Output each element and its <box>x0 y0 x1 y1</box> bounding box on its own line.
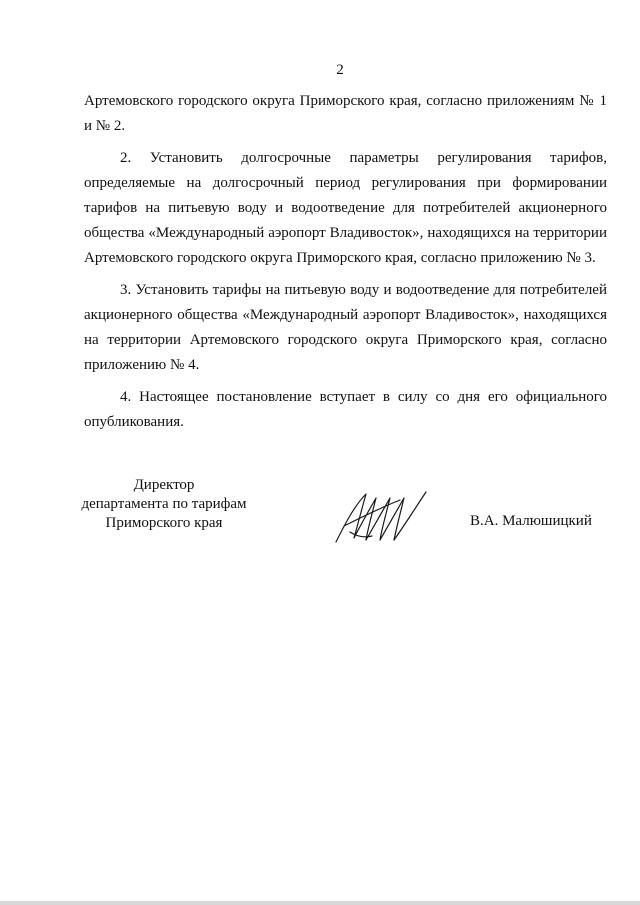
signatory-name: В.А. Малюшицкий <box>470 513 592 529</box>
paragraph-item-3: 3. Установить тарифы на питьевую воду и водоотведение для потребителей акционерного общества «Международный аэропорт Владивосток», находящихся на территории Артемовского городского округа Приморского края, согласно приложению № 4. <box>84 282 607 373</box>
document-body <box>84 89 607 435</box>
scan-bottom-edge <box>0 901 640 905</box>
signatory-title-line-1: Директор <box>133 477 195 493</box>
signatory-title <box>78 476 250 533</box>
paragraph-continuation: Артемовского городского округа Приморского края, согласно приложениям № 1 и № 2. <box>84 93 607 134</box>
signatory-title-line-2: департамента по тарифам <box>81 496 247 512</box>
paragraph-item-2: 2. Установить долгосрочные параметры регулирования тарифов, определяемые на долгосрочный период регулирования при формировании тарифов на питьевую воду и водоотведение для потребителей акционерного общества «Международный аэропорт Владивосток», находящихся на территории Артемовского городского округа Приморского края, согласно приложению № 3. <box>84 150 607 266</box>
paragraph-item-4: 4. Настоящее постановление вступает в силу со дня его официального опубликования. <box>84 389 607 430</box>
signatory-title-line-3: Приморского края <box>105 515 223 531</box>
page-number: 2 <box>336 62 344 78</box>
signature-block <box>0 476 640 546</box>
handwritten-signature <box>330 486 430 546</box>
